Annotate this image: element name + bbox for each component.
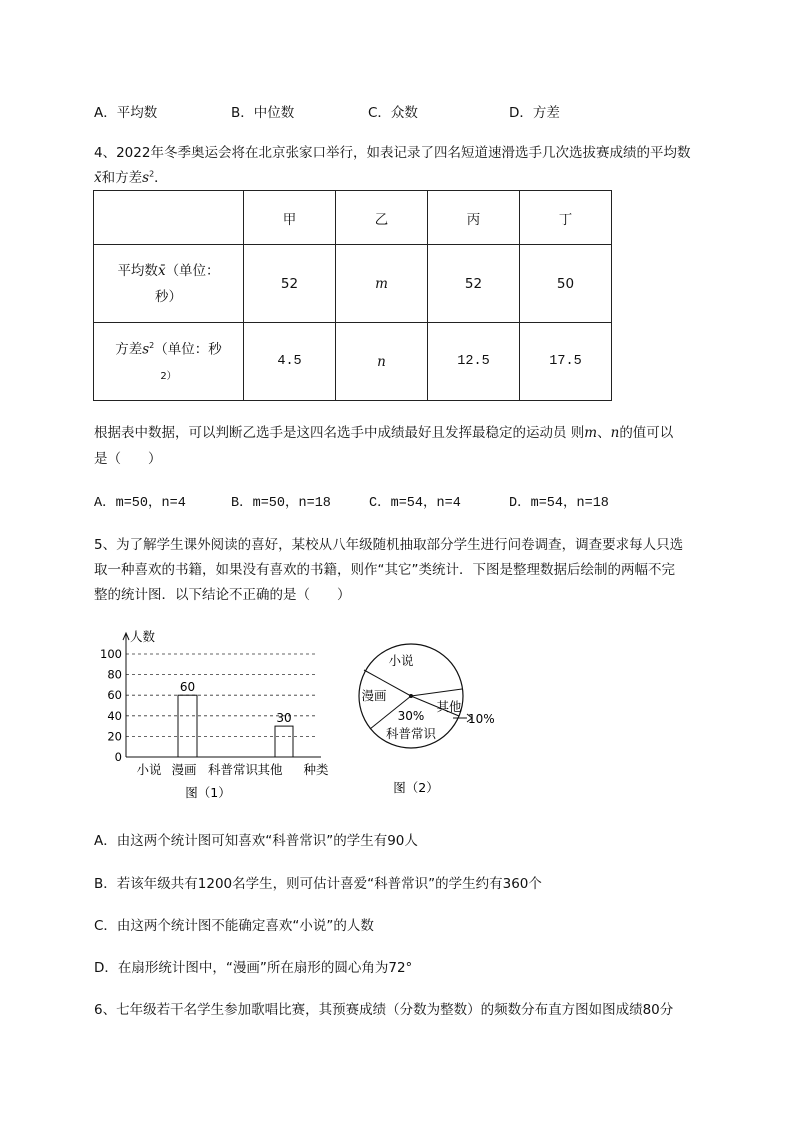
x-axis-label: 种类 — [303, 762, 329, 777]
q4-stem-mid: 和方差 — [101, 170, 143, 186]
pie-center-dot — [409, 694, 413, 698]
q4-after-text: 根据表中数据，可以判断乙选手是这四名选手中成绩最好且发挥最稳定的运动员 则 — [94, 425, 585, 441]
table-cell: 4.5 — [244, 323, 336, 401]
y-tick-label: 80 — [107, 667, 122, 682]
bar-chart — [96, 624, 341, 804]
row-label-variance — [94, 323, 244, 401]
q4-option-d[interactable]: D．m=54，n=18 — [509, 496, 609, 511]
row-label-part: 平均数 — [117, 262, 158, 279]
bar-chart-caption: 图（1） — [185, 785, 231, 800]
s-sup: 2 — [149, 169, 155, 179]
q6-stem-line1: 6、七年级若干名学生参加歌唱比赛，其预赛成绩（分数为整数）的频数分布直方图如图成绩80分 — [94, 1002, 674, 1018]
pie-chart — [355, 628, 505, 803]
q4-after-sep: 、 — [597, 425, 611, 441]
table-cell: 52 — [428, 245, 520, 323]
x-tick-label: 漫画 — [171, 762, 197, 777]
pie-label-manhua: 漫画 — [361, 688, 387, 703]
row-label-part: 秒） — [155, 288, 182, 305]
y-tick-label: 60 — [107, 688, 122, 703]
pie-label-10pct: 10% — [468, 712, 495, 726]
y-axis-label: 人数 — [130, 629, 156, 644]
table-row-variance — [94, 323, 612, 401]
pie-label-30pct: 30% — [397, 709, 425, 723]
x-tick-label: 其他 — [257, 762, 283, 777]
table-header-cell: 丁 — [520, 191, 612, 245]
pie-label-kepu: 科普常识 — [385, 726, 437, 741]
row-label-part: 2） — [160, 371, 177, 383]
q5-option-b[interactable]: B．若该年级共有1200名学生，则可估计喜爱“科普常识”的学生约有360个 — [94, 876, 542, 892]
row-label-part: 方差 — [115, 341, 143, 358]
q5-stem-line2: 取一种喜欢的书籍，如果没有喜欢的书籍，则作“其它”类统计．下图是整理数据后绘制的两幅不完 — [94, 562, 675, 578]
x-tick-label: 小说 — [136, 762, 162, 777]
q3-option-c[interactable]: C．众数 — [368, 105, 418, 121]
xbar-symbol: x̄ — [94, 170, 102, 186]
table-header-row — [94, 191, 612, 245]
q4-after-line2: 是（ ） — [94, 451, 162, 467]
x-tick-label: 科普常识 — [207, 762, 259, 777]
table-corner-cell — [94, 191, 244, 245]
xbar-symbol: x̄ — [157, 262, 166, 279]
bar — [178, 695, 197, 757]
results-table — [93, 190, 612, 401]
q4-option-b[interactable]: B．m=50，n=18 — [231, 496, 331, 511]
y-tick-label: 40 — [107, 708, 122, 723]
table-cell: 52 — [244, 245, 336, 323]
y-tick-label: 0 — [114, 750, 122, 764]
table-cell: 50 — [520, 245, 612, 323]
table-header-cell: 乙 — [336, 191, 428, 245]
q4-option-a[interactable]: A．m=50，n=4 — [94, 496, 186, 511]
bar-data-label: 30 — [276, 711, 292, 726]
table-cell: m — [336, 245, 428, 323]
q5-option-c[interactable]: C．由这两个统计图不能确定喜欢“小说”的人数 — [94, 918, 374, 934]
row-label-part: （单位：秒 — [154, 341, 222, 358]
table-row-mean — [94, 245, 612, 323]
s-symbol: s — [142, 170, 150, 186]
pie-caption: 图（2） — [393, 780, 439, 795]
q4-stem-end: ． — [154, 170, 168, 186]
q3-option-d[interactable]: D．方差 — [509, 105, 560, 121]
q5-stem-line1: 5、为了解学生课外阅读的喜好，某校从八年级随机抽取部分学生进行问卷调查，调查要求每人只选 — [94, 537, 684, 553]
q3-option-a[interactable]: A．平均数 — [94, 105, 158, 121]
m-symbol: m — [584, 425, 598, 441]
table-cell: 12.5 — [428, 323, 520, 401]
n-symbol: n — [610, 425, 620, 441]
q5-stem-line3: 整的统计图．以下结论不正确的是（ ） — [94, 587, 351, 603]
table-header-cell: 丙 — [428, 191, 520, 245]
pie-sector-line — [411, 689, 462, 696]
pie-label-qita: 其他 — [436, 699, 462, 714]
q5-option-a[interactable]: A．由这两个统计图可知喜欢“科普常识”的学生有90人 — [94, 833, 418, 849]
table-cell: 17.5 — [520, 323, 612, 401]
row-label-mean — [94, 245, 244, 323]
q4-stem-line2 — [94, 166, 168, 186]
s-symbol: s — [142, 341, 150, 358]
s-sup: 2 — [149, 340, 155, 350]
q4-after-text: 的值可以 — [619, 425, 674, 441]
y-tick-label: 100 — [100, 647, 122, 661]
bar-data-label: 60 — [179, 680, 196, 695]
pie-label-xiaoshuo: 小说 — [388, 653, 414, 668]
row-label-part: （单位： — [165, 262, 220, 279]
table-cell: n — [336, 323, 428, 401]
table-header-cell: 甲 — [244, 191, 336, 245]
q4-stem-line1: 4、2022年冬季奥运会将在北京张家口举行，如表记录了四名短道速滑选手几次选拔赛成绩的平均数 — [94, 145, 691, 161]
bar — [275, 726, 293, 757]
y-tick-label: 20 — [107, 729, 122, 744]
q5-option-d[interactable]: D．在扇形统计图中，“漫画”所在扇形的圆心角为72° — [94, 960, 413, 976]
q3-option-b[interactable]: B．中位数 — [231, 105, 295, 121]
q4-after-line1 — [94, 421, 673, 441]
q4-option-c[interactable]: C．m=54，n=4 — [369, 496, 461, 511]
